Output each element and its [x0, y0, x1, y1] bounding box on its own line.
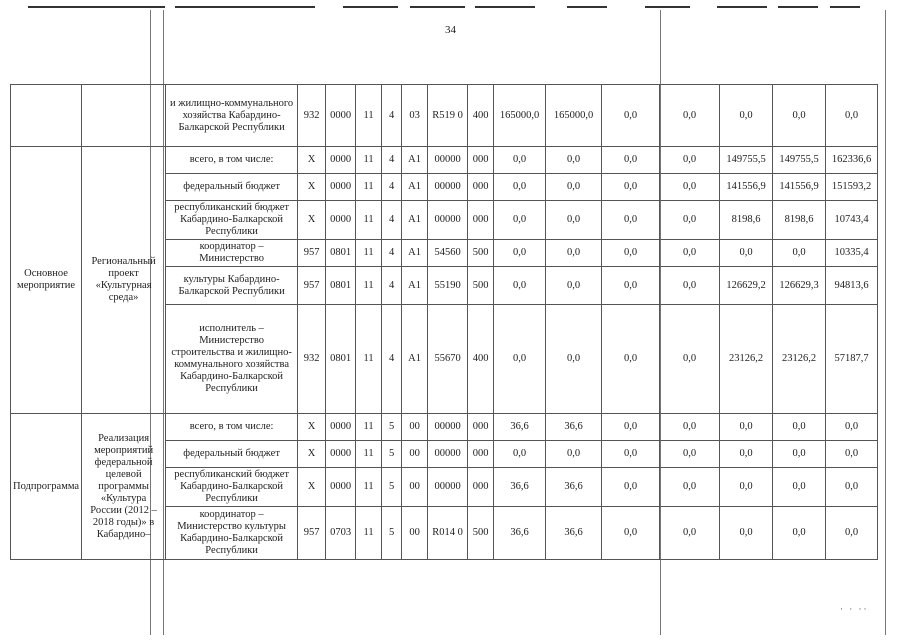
- cell-om: 00: [402, 414, 428, 441]
- cell-v7: 0,0: [826, 85, 878, 147]
- cell-om: 00: [402, 441, 428, 468]
- cell-v3: 0,0: [602, 468, 660, 507]
- cell-code: 55670: [428, 305, 468, 414]
- cell-v5: 0,0: [720, 414, 773, 441]
- cell-v6: 0,0: [773, 85, 826, 147]
- cell-vr: 000: [468, 414, 494, 441]
- cell-desc: исполнитель – Министерство строительства и жилищно-коммунального хозяйства Кабардино-Балкарской Республики: [166, 305, 298, 414]
- cell-vr: 400: [468, 85, 494, 147]
- cell-code: 00000: [428, 414, 468, 441]
- cell-om: 00: [402, 468, 428, 507]
- table-body: [11, 85, 878, 560]
- cell-v3: 0,0: [602, 147, 660, 174]
- cell-v2: 0,0: [546, 240, 602, 267]
- name-cell: [82, 85, 166, 147]
- cell-v1: 36,6: [494, 468, 546, 507]
- cell-v4: 0,0: [660, 85, 720, 147]
- cell-code: 55190: [428, 267, 468, 305]
- group-name: Реализация мероприятий федеральной целевой программы «Культура России (2012 – 2018 годы)» в Кабардино–: [82, 414, 166, 560]
- cell-v6: 149755,5: [773, 147, 826, 174]
- cell-om: A1: [402, 147, 428, 174]
- cell-v1: 165000,0: [494, 85, 546, 147]
- table-row: [11, 414, 878, 441]
- cell-v1: 36,6: [494, 414, 546, 441]
- cell-code: R014 0: [428, 507, 468, 560]
- cell-grbs: Х: [298, 441, 326, 468]
- cell-v2: 36,6: [546, 507, 602, 560]
- cell-pp: 4: [382, 174, 402, 201]
- cell-v5: 0,0: [720, 507, 773, 560]
- cell-v5: 0,0: [720, 468, 773, 507]
- cell-v2: 0,0: [546, 441, 602, 468]
- cell-v4: 0,0: [660, 147, 720, 174]
- cell-v7: 0,0: [826, 468, 878, 507]
- cell-gp: 11: [356, 305, 382, 414]
- cell-v7: 57187,7: [826, 305, 878, 414]
- cell-desc: федеральный бюджет: [166, 441, 298, 468]
- cell-code: 00000: [428, 147, 468, 174]
- cell-om: 03: [402, 85, 428, 147]
- cell-v1: 0,0: [494, 267, 546, 305]
- cell-desc: и жилищно-коммунального хозяйства Кабардино-Балкарской Республики: [166, 85, 298, 147]
- cell-pp: 4: [382, 267, 402, 305]
- cell-pp: 4: [382, 305, 402, 414]
- cell-rzpr: 0000: [326, 201, 356, 240]
- cell-v6: 0,0: [773, 468, 826, 507]
- top-rule-9: [778, 6, 818, 8]
- cell-om: 00: [402, 507, 428, 560]
- cell-v1: 36,6: [494, 507, 546, 560]
- cell-rzpr: 0000: [326, 85, 356, 147]
- cell-v7: 94813,6: [826, 267, 878, 305]
- cell-pp: 5: [382, 414, 402, 441]
- group-status: Подпрограмма: [11, 414, 82, 560]
- cell-code: 54560: [428, 240, 468, 267]
- cell-v4: 0,0: [660, 441, 720, 468]
- corner-mark: · · ··: [840, 604, 869, 614]
- cell-rzpr: 0000: [326, 468, 356, 507]
- cell-v1: 0,0: [494, 441, 546, 468]
- cell-rzpr: 0000: [326, 441, 356, 468]
- cell-vr: 500: [468, 267, 494, 305]
- top-rule-6: [567, 6, 607, 8]
- cell-vr: 000: [468, 174, 494, 201]
- cell-gp: 11: [356, 507, 382, 560]
- cell-grbs: 932: [298, 305, 326, 414]
- cell-v7: 162336,6: [826, 147, 878, 174]
- cell-pp: 4: [382, 147, 402, 174]
- cell-rzpr: 0000: [326, 147, 356, 174]
- cell-grbs: 932: [298, 85, 326, 147]
- cell-gp: 11: [356, 267, 382, 305]
- top-rule-2: [175, 6, 315, 8]
- cell-om: A1: [402, 240, 428, 267]
- cell-v4: 0,0: [660, 414, 720, 441]
- cell-v5: 149755,5: [720, 147, 773, 174]
- cell-grbs: Х: [298, 174, 326, 201]
- top-rule-10: [830, 6, 860, 8]
- cell-v7: 0,0: [826, 507, 878, 560]
- cell-v3: 0,0: [602, 85, 660, 147]
- cell-v4: 0,0: [660, 201, 720, 240]
- cell-om: A1: [402, 201, 428, 240]
- cell-code: 00000: [428, 201, 468, 240]
- page-number: 34: [445, 24, 456, 36]
- cell-v3: 0,0: [602, 201, 660, 240]
- cell-grbs: 957: [298, 507, 326, 560]
- cell-pp: 4: [382, 201, 402, 240]
- cell-gp: 11: [356, 201, 382, 240]
- cell-v3: 0,0: [602, 441, 660, 468]
- cell-v5: 8198,6: [720, 201, 773, 240]
- cell-rzpr: 0801: [326, 240, 356, 267]
- cell-v7: 151593,2: [826, 174, 878, 201]
- cell-pp: 5: [382, 507, 402, 560]
- cell-v6: 126629,3: [773, 267, 826, 305]
- cell-rzpr: 0703: [326, 507, 356, 560]
- cell-v1: 0,0: [494, 147, 546, 174]
- cell-v2: 0,0: [546, 305, 602, 414]
- cell-vr: 400: [468, 305, 494, 414]
- cell-desc: всего, в том числе:: [166, 147, 298, 174]
- cell-v6: 0,0: [773, 441, 826, 468]
- cell-desc: координатор – Министерство культуры Кабардино-Балкарской Республики: [166, 507, 298, 560]
- cell-gp: 11: [356, 85, 382, 147]
- cell-v4: 0,0: [660, 240, 720, 267]
- cell-gp: 11: [356, 147, 382, 174]
- cell-v7: 10335,4: [826, 240, 878, 267]
- cell-v4: 0,0: [660, 507, 720, 560]
- cell-v2: 165000,0: [546, 85, 602, 147]
- cell-rzpr: 0000: [326, 414, 356, 441]
- status-cell: [11, 85, 82, 147]
- cell-v3: 0,0: [602, 267, 660, 305]
- cell-v5: 0,0: [720, 240, 773, 267]
- table-row: [11, 85, 878, 147]
- cell-grbs: 957: [298, 267, 326, 305]
- top-rule-3: [343, 6, 398, 8]
- cell-om: A1: [402, 305, 428, 414]
- cell-v4: 0,0: [660, 305, 720, 414]
- cell-desc: федеральный бюджет: [166, 174, 298, 201]
- cell-pp: 5: [382, 441, 402, 468]
- cell-vr: 000: [468, 147, 494, 174]
- cell-code: R519 0: [428, 85, 468, 147]
- cell-grbs: Х: [298, 201, 326, 240]
- cell-v7: 10743,4: [826, 201, 878, 240]
- cell-vr: 500: [468, 507, 494, 560]
- cell-v5: 0,0: [720, 441, 773, 468]
- cell-v6: 0,0: [773, 414, 826, 441]
- cell-gp: 11: [356, 240, 382, 267]
- cell-pp: 4: [382, 240, 402, 267]
- cell-v2: 0,0: [546, 174, 602, 201]
- cell-pp: 5: [382, 468, 402, 507]
- group-status: Основное мероприятие: [11, 147, 82, 414]
- cell-code: 00000: [428, 468, 468, 507]
- cell-v6: 141556,9: [773, 174, 826, 201]
- cell-v2: 36,6: [546, 468, 602, 507]
- scan-line-4: [885, 10, 886, 635]
- group-name: Региональный проект «Культурная среда»: [82, 147, 166, 414]
- cell-vr: 000: [468, 468, 494, 507]
- cell-v5: 0,0: [720, 85, 773, 147]
- cell-v1: 0,0: [494, 174, 546, 201]
- cell-rzpr: 0801: [326, 305, 356, 414]
- cell-v4: 0,0: [660, 267, 720, 305]
- cell-v2: 36,6: [546, 414, 602, 441]
- budget-table: [10, 84, 878, 560]
- top-rule-4: [410, 6, 465, 8]
- cell-vr: 000: [468, 201, 494, 240]
- cell-v6: 23126,2: [773, 305, 826, 414]
- cell-rzpr: 0801: [326, 267, 356, 305]
- cell-vr: 000: [468, 441, 494, 468]
- cell-grbs: Х: [298, 468, 326, 507]
- cell-desc: культуры Кабардино-Балкарской Республики: [166, 267, 298, 305]
- cell-v4: 0,0: [660, 174, 720, 201]
- cell-v3: 0,0: [602, 305, 660, 414]
- cell-v5: 141556,9: [720, 174, 773, 201]
- cell-gp: 11: [356, 174, 382, 201]
- cell-gp: 11: [356, 441, 382, 468]
- top-rule-5: [475, 6, 535, 8]
- cell-v6: 8198,6: [773, 201, 826, 240]
- cell-v1: 0,0: [494, 201, 546, 240]
- cell-desc: республиканский бюджет Кабардино-Балкарской Республики: [166, 468, 298, 507]
- cell-v2: 0,0: [546, 201, 602, 240]
- cell-grbs: Х: [298, 414, 326, 441]
- cell-v3: 0,0: [602, 240, 660, 267]
- cell-v6: 0,0: [773, 240, 826, 267]
- cell-gp: 11: [356, 468, 382, 507]
- cell-v2: 0,0: [546, 147, 602, 174]
- cell-v7: 0,0: [826, 414, 878, 441]
- cell-v7: 0,0: [826, 441, 878, 468]
- cell-code: 00000: [428, 174, 468, 201]
- cell-v1: 0,0: [494, 240, 546, 267]
- cell-code: 00000: [428, 441, 468, 468]
- cell-pp: 4: [382, 85, 402, 147]
- top-rule-8: [717, 6, 767, 8]
- cell-v3: 0,0: [602, 507, 660, 560]
- cell-desc: республиканский бюджет Кабардино-Балкарской Республики: [166, 201, 298, 240]
- cell-grbs: 957: [298, 240, 326, 267]
- cell-v5: 23126,2: [720, 305, 773, 414]
- cell-v5: 126629,2: [720, 267, 773, 305]
- top-rule-1: [28, 6, 165, 8]
- top-rule-7: [645, 6, 690, 8]
- table-row: [11, 147, 878, 174]
- cell-v2: 0,0: [546, 267, 602, 305]
- cell-desc: координатор – Министерство: [166, 240, 298, 267]
- cell-rzpr: 0000: [326, 174, 356, 201]
- cell-v4: 0,0: [660, 468, 720, 507]
- cell-desc: всего, в том числе:: [166, 414, 298, 441]
- cell-gp: 11: [356, 414, 382, 441]
- cell-v1: 0,0: [494, 305, 546, 414]
- cell-om: A1: [402, 174, 428, 201]
- cell-grbs: Х: [298, 147, 326, 174]
- cell-v3: 0,0: [602, 414, 660, 441]
- cell-v3: 0,0: [602, 174, 660, 201]
- cell-vr: 500: [468, 240, 494, 267]
- cell-v6: 0,0: [773, 507, 826, 560]
- cell-om: A1: [402, 267, 428, 305]
